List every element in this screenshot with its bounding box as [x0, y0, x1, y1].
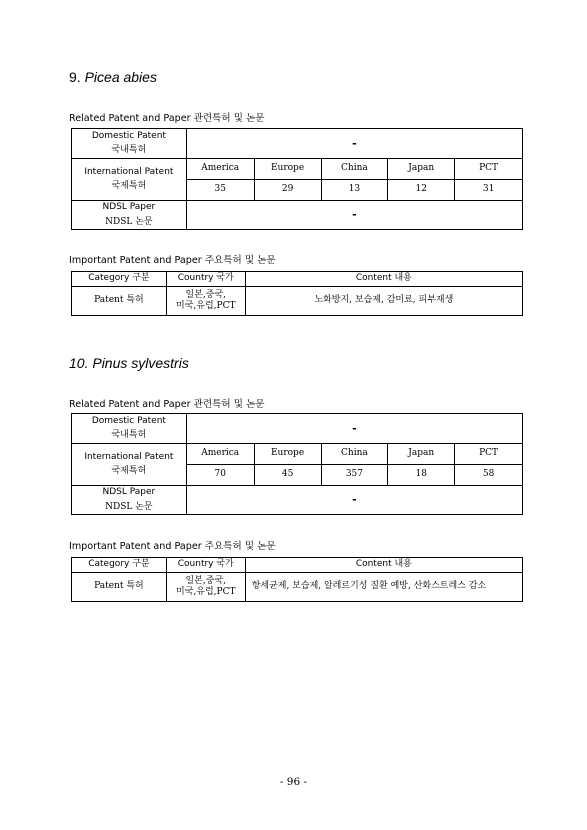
region-america: America — [186, 159, 254, 180]
header-country: Country 국가 — [166, 558, 245, 573]
header-category: Category 구분 — [72, 272, 167, 287]
country-cell: 일본,중국, 미국,유럽,PCT — [166, 287, 245, 316]
region-japan: Japan — [388, 159, 455, 180]
ndsl-paper-label: NDSL Paper NDSL 논문 — [72, 486, 187, 515]
count-china: 357 — [321, 465, 388, 486]
related-table — [71, 128, 523, 230]
count-europe: 45 — [254, 465, 321, 486]
count-pct: 31 — [455, 180, 523, 201]
region-china: China — [321, 444, 388, 465]
related-label: Related Patent and Paper 관련특허 및 논문 — [69, 113, 265, 124]
related-label: Related Patent and Paper 관련특허 및 논문 — [69, 399, 265, 410]
count-america: 70 — [186, 465, 254, 486]
region-china: China — [321, 159, 388, 180]
page-number: - 96 - — [279, 776, 308, 788]
related-table — [71, 413, 523, 515]
ndsl-paper-value: - — [186, 486, 522, 515]
region-pct: PCT — [455, 159, 523, 180]
category-cell: Patent 특허 — [72, 573, 167, 602]
header-category: Category 구분 — [72, 558, 167, 573]
count-europe: 29 — [254, 180, 321, 201]
international-patent-label: International Patent 국제특허 — [72, 444, 187, 486]
count-america: 35 — [186, 180, 254, 201]
important-label: Important Patent and Paper 주요특허 및 논문 — [69, 255, 276, 266]
count-japan: 18 — [388, 465, 455, 486]
important-label: Important Patent and Paper 주요특허 및 논문 — [69, 541, 276, 552]
section-heading-10 — [69, 355, 189, 371]
count-japan: 12 — [388, 180, 455, 201]
ndsl-paper-value: - — [186, 201, 522, 230]
domestic-patent-label: Domestic Patent 국내특허 — [72, 129, 187, 159]
heading-number: 10. — [69, 355, 89, 371]
header-content: Content 내용 — [245, 272, 522, 287]
header-content: Content 내용 — [245, 558, 522, 573]
domestic-patent-label: Domestic Patent 국내특허 — [72, 414, 187, 444]
important-table — [71, 271, 523, 316]
region-japan: Japan — [388, 444, 455, 465]
content-cell: 항세균제, 보습제, 알레르기성 질환 예방, 산화스트레스 감소 — [245, 573, 522, 602]
domestic-patent-value: - — [186, 414, 522, 444]
heading-number: 9. — [69, 69, 81, 85]
country-cell: 일본,중국, 미국,유럽,PCT — [166, 573, 245, 602]
ndsl-paper-label: NDSL Paper NDSL 논문 — [72, 201, 187, 230]
content-cell: 노화방지, 보습제, 감미료, 피부재생 — [245, 287, 522, 316]
international-patent-label: International Patent 국제특허 — [72, 159, 187, 201]
header-country: Country 국가 — [166, 272, 245, 287]
section-heading-9 — [69, 69, 157, 85]
heading-species: Picea abies — [84, 69, 157, 85]
important-table — [71, 557, 523, 602]
count-pct: 58 — [455, 465, 523, 486]
region-america: America — [186, 444, 254, 465]
count-china: 13 — [321, 180, 388, 201]
region-pct: PCT — [455, 444, 523, 465]
region-europe: Europe — [254, 444, 321, 465]
category-cell: Patent 특허 — [72, 287, 167, 316]
region-europe: Europe — [254, 159, 321, 180]
heading-species: Pinus sylvestris — [92, 355, 189, 371]
domestic-patent-value: - — [186, 129, 522, 159]
